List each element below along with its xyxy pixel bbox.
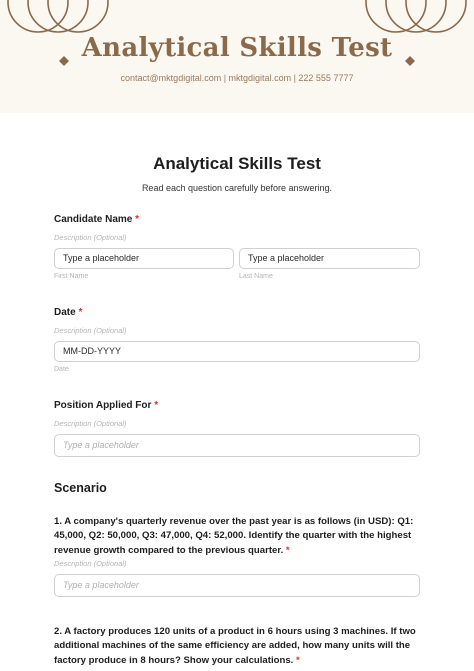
brand-title: Analytical Skills Test bbox=[81, 33, 393, 63]
position-input[interactable]: Type a placeholder bbox=[54, 434, 420, 457]
required-asterisk: * bbox=[78, 307, 83, 318]
position-label-text: Position Applied For bbox=[54, 400, 152, 411]
question-2-text bbox=[54, 625, 424, 668]
question-1-label: 1. A company's quarterly revenue over the past year is as follows (in USD): Q1: 45,000, Q2: 50,000, Q3: 47,000, Q4: 52,000. Identify the quarter with the highest revenue growth compared to the previous quarter. bbox=[54, 516, 414, 556]
last-name-sublabel: Last Name bbox=[239, 273, 273, 280]
form-subtitle: Read each question carefully before answering. bbox=[141, 183, 333, 193]
question-1-answer-input[interactable]: Type a placeholder bbox=[54, 574, 420, 597]
required-asterisk: * bbox=[296, 654, 300, 666]
date-label bbox=[54, 307, 82, 318]
date-label-text: Date bbox=[54, 307, 76, 318]
question-1-text bbox=[54, 515, 424, 558]
date-sublabel: Date bbox=[54, 366, 69, 373]
header-banner bbox=[0, 0, 474, 113]
date-description: Description (Optional) bbox=[54, 326, 127, 335]
candidate-name-label bbox=[54, 214, 139, 225]
question-1-description: Description (Optional) bbox=[54, 559, 127, 568]
candidate-name-description: Description (Optional) bbox=[54, 233, 127, 242]
position-description: Description (Optional) bbox=[54, 419, 127, 428]
question-2-label: 2. A factory produces 120 units of a product in 6 hours using 3 machines. If two additional machines of the same efficiency are added, how many units will the factory produce in 8 hours? Show your calculations. bbox=[54, 626, 416, 666]
required-asterisk: * bbox=[285, 544, 290, 556]
last-name-input[interactable]: Type a placeholder bbox=[239, 248, 420, 269]
date-input[interactable]: MM-DD-YYYY bbox=[54, 341, 420, 362]
section-heading-scenario: Scenario bbox=[54, 481, 107, 495]
candidate-name-label-text: Candidate Name bbox=[54, 214, 133, 225]
form-title: Analytical Skills Test bbox=[153, 154, 321, 173]
required-asterisk: * bbox=[135, 214, 140, 225]
contact-info: contact@mktgdigital.com | mktgdigital.com | 222 555 7777 bbox=[120, 73, 354, 83]
position-label bbox=[54, 400, 158, 411]
first-name-sublabel: First Name bbox=[54, 273, 89, 280]
first-name-input[interactable]: Type a placeholder bbox=[54, 248, 234, 269]
required-asterisk: * bbox=[154, 400, 159, 411]
